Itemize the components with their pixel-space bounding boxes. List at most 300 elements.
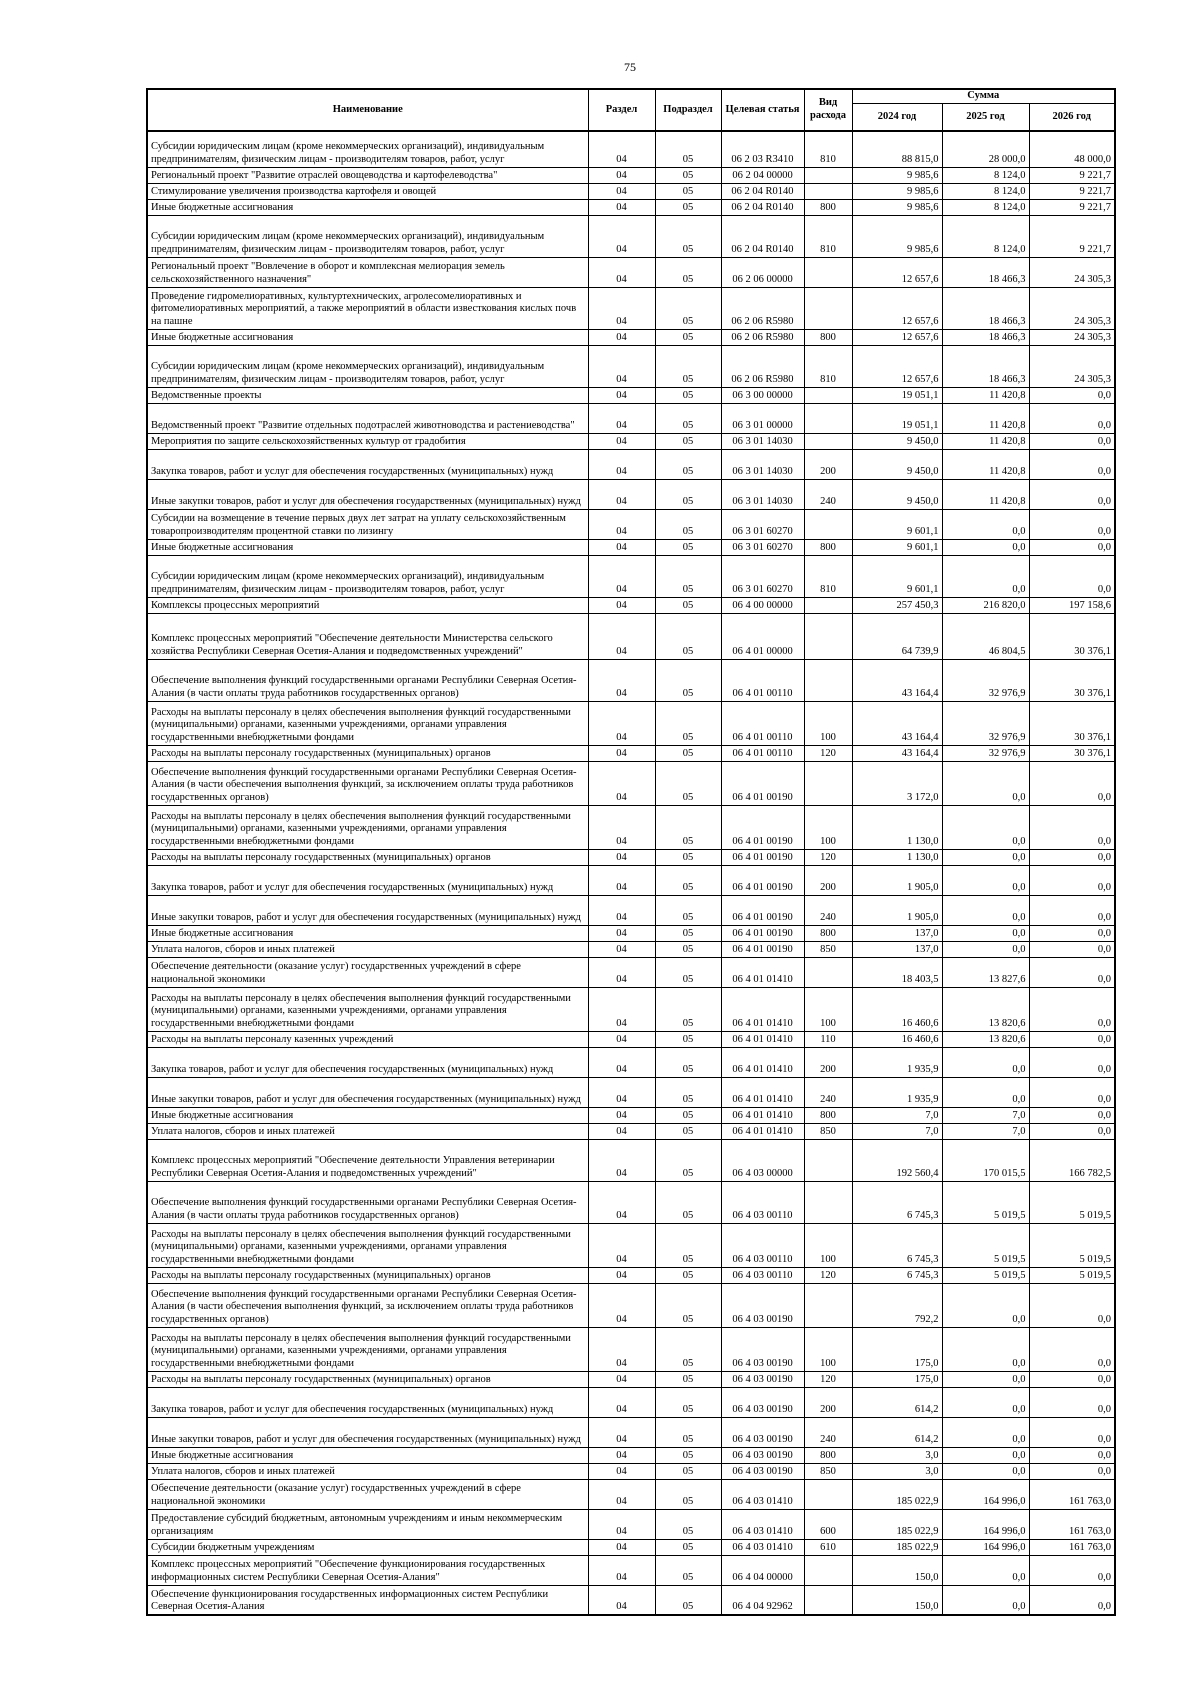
- cell-sum-2025: 32 976,9: [942, 659, 1029, 701]
- cell-sum-2026: 24 305,3: [1029, 257, 1115, 287]
- cell-sum-2025: 216 820,0: [942, 597, 1029, 613]
- cell-name: Иные бюджетные ассигнования: [147, 199, 588, 215]
- table-row: [147, 1539, 1115, 1555]
- cell-sum-2024: 9 985,6: [852, 199, 942, 215]
- cell-target-article: 06 4 01 01410: [721, 1031, 804, 1047]
- header-section: Раздел: [588, 89, 655, 131]
- cell-expense-type: 100: [804, 805, 852, 849]
- cell-subsection: 05: [655, 1539, 721, 1555]
- cell-target-article: 06 2 04 00000: [721, 167, 804, 183]
- cell-target-article: 06 4 03 00190: [721, 1327, 804, 1371]
- cell-name: Стимулирование увеличения производства картофеля и овощей: [147, 183, 588, 199]
- cell-subsection: 05: [655, 1139, 721, 1181]
- cell-expense-type: [804, 613, 852, 659]
- table-row: [147, 199, 1115, 215]
- cell-sum-2025: 0,0: [942, 865, 1029, 895]
- table-row: [147, 257, 1115, 287]
- cell-sum-2024: 43 164,4: [852, 745, 942, 761]
- cell-expense-type: 100: [804, 1223, 852, 1267]
- cell-name: Субсидии юридическим лицам (кроме некоммерческих организаций), индивидуальным предпринимателям, физическим лицам - производителям товаров, работ, услуг: [147, 215, 588, 257]
- cell-subsection: 05: [655, 329, 721, 345]
- cell-target-article: 06 4 01 01410: [721, 1107, 804, 1123]
- cell-sum-2024: 9 450,0: [852, 449, 942, 479]
- cell-sum-2026: 0,0: [1029, 1417, 1115, 1447]
- cell-sum-2024: 1 130,0: [852, 805, 942, 849]
- cell-expense-type: 240: [804, 895, 852, 925]
- cell-section: 04: [588, 865, 655, 895]
- cell-sum-2025: 11 420,8: [942, 479, 1029, 509]
- cell-target-article: 06 3 01 60270: [721, 509, 804, 539]
- cell-subsection: 05: [655, 1585, 721, 1615]
- cell-section: 04: [588, 449, 655, 479]
- cell-name: Проведение гидромелиоративных, культуртехнических, агролесомелиоративных и фитомелиоративных мероприятий, а также мероприятий в области известкования кислых почв на пашне: [147, 287, 588, 329]
- cell-expense-type: 200: [804, 449, 852, 479]
- cell-subsection: 05: [655, 1047, 721, 1077]
- cell-subsection: 05: [655, 1479, 721, 1509]
- cell-section: 04: [588, 509, 655, 539]
- cell-sum-2024: 43 164,4: [852, 659, 942, 701]
- cell-section: 04: [588, 849, 655, 865]
- cell-expense-type: 100: [804, 987, 852, 1031]
- cell-sum-2026: 0,0: [1029, 509, 1115, 539]
- cell-expense-type: 200: [804, 1047, 852, 1077]
- cell-name: Иные закупки товаров, работ и услуг для обеспечения государственных (муниципальных) нужд: [147, 895, 588, 925]
- cell-sum-2025: 8 124,0: [942, 183, 1029, 199]
- cell-sum-2026: 0,0: [1029, 805, 1115, 849]
- cell-target-article: 06 4 03 00190: [721, 1417, 804, 1447]
- cell-section: 04: [588, 539, 655, 555]
- cell-sum-2025: 28 000,0: [942, 131, 1029, 167]
- table-row: [147, 1371, 1115, 1387]
- cell-expense-type: 120: [804, 849, 852, 865]
- cell-sum-2024: 137,0: [852, 941, 942, 957]
- cell-sum-2026: 24 305,3: [1029, 287, 1115, 329]
- cell-expense-type: 200: [804, 865, 852, 895]
- cell-sum-2026: 0,0: [1029, 1107, 1115, 1123]
- cell-section: 04: [588, 199, 655, 215]
- cell-expense-type: [804, 1479, 852, 1509]
- cell-name: Закупка товаров, работ и услуг для обеспечения государственных (муниципальных) нужд: [147, 1047, 588, 1077]
- cell-sum-2026: 0,0: [1029, 479, 1115, 509]
- cell-section: 04: [588, 1417, 655, 1447]
- cell-sum-2025: 0,0: [942, 761, 1029, 805]
- cell-expense-type: 100: [804, 701, 852, 745]
- cell-name: Расходы на выплаты персоналу в целях обеспечения выполнения функций государственными (муниципальными) органами, казенными учреждениями, органами управления государственными внебюджетными фондами: [147, 701, 588, 745]
- cell-sum-2024: 3 172,0: [852, 761, 942, 805]
- cell-sum-2026: 9 221,7: [1029, 199, 1115, 215]
- cell-section: 04: [588, 479, 655, 509]
- cell-target-article: 06 4 01 01410: [721, 957, 804, 987]
- cell-subsection: 05: [655, 1417, 721, 1447]
- cell-expense-type: [804, 509, 852, 539]
- cell-target-article: 06 4 03 00190: [721, 1387, 804, 1417]
- header-year-2024: 2024 год: [852, 103, 942, 131]
- cell-subsection: 05: [655, 183, 721, 199]
- table-row: [147, 925, 1115, 941]
- cell-sum-2026: 0,0: [1029, 403, 1115, 433]
- cell-subsection: 05: [655, 1327, 721, 1371]
- cell-name: Ведомственные проекты: [147, 387, 588, 403]
- cell-target-article: 06 2 06 R5980: [721, 329, 804, 345]
- cell-section: 04: [588, 957, 655, 987]
- cell-sum-2026: 24 305,3: [1029, 329, 1115, 345]
- cell-sum-2026: 0,0: [1029, 1387, 1115, 1417]
- table-row: [147, 1223, 1115, 1267]
- cell-sum-2024: 9 601,1: [852, 539, 942, 555]
- cell-name: Комплекс процессных мероприятий "Обеспечение функционирования государственных информационных систем Республики Северная Осетия-Алания": [147, 1555, 588, 1585]
- cell-sum-2025: 0,0: [942, 1417, 1029, 1447]
- cell-sum-2026: 0,0: [1029, 761, 1115, 805]
- cell-expense-type: [804, 387, 852, 403]
- cell-subsection: 05: [655, 215, 721, 257]
- cell-target-article: 06 4 01 01410: [721, 1047, 804, 1077]
- cell-sum-2025: 170 015,5: [942, 1139, 1029, 1181]
- cell-name: Расходы на выплаты персоналу в целях обеспечения выполнения функций государственными (муниципальными) органами, казенными учреждениями, органами управления государственными внебюджетными фондами: [147, 805, 588, 849]
- cell-subsection: 05: [655, 199, 721, 215]
- cell-target-article: 06 4 01 00190: [721, 925, 804, 941]
- cell-sum-2025: 0,0: [942, 1283, 1029, 1327]
- cell-section: 04: [588, 257, 655, 287]
- cell-target-article: 06 4 03 00110: [721, 1181, 804, 1223]
- budget-table: [146, 88, 1116, 1616]
- cell-name: Ведомственный проект "Развитие отдельных подотраслей животноводства и растениеводства": [147, 403, 588, 433]
- cell-name: Иные бюджетные ассигнования: [147, 1447, 588, 1463]
- table-row: [147, 1479, 1115, 1509]
- table-row: [147, 597, 1115, 613]
- table-row: [147, 659, 1115, 701]
- cell-target-article: 06 2 04 R0140: [721, 215, 804, 257]
- cell-name: Иные закупки товаров, работ и услуг для обеспечения государственных (муниципальных) нужд: [147, 1077, 588, 1107]
- cell-section: 04: [588, 387, 655, 403]
- table-row: [147, 1267, 1115, 1283]
- cell-sum-2025: 0,0: [942, 1387, 1029, 1417]
- table-row: [147, 941, 1115, 957]
- cell-section: 04: [588, 1539, 655, 1555]
- table-row: [147, 895, 1115, 925]
- cell-expense-type: 810: [804, 345, 852, 387]
- cell-name: Расходы на выплаты персоналу в целях обеспечения выполнения функций государственными (муниципальными) органами, казенными учреждениями, органами управления государственными внебюджетными фондами: [147, 1223, 588, 1267]
- cell-target-article: 06 4 03 00190: [721, 1447, 804, 1463]
- cell-section: 04: [588, 1555, 655, 1585]
- cell-sum-2025: 11 420,8: [942, 449, 1029, 479]
- cell-expense-type: [804, 403, 852, 433]
- cell-sum-2024: 6 745,3: [852, 1223, 942, 1267]
- cell-section: 04: [588, 345, 655, 387]
- cell-sum-2024: 150,0: [852, 1555, 942, 1585]
- cell-expense-type: [804, 167, 852, 183]
- table-row: [147, 167, 1115, 183]
- cell-sum-2026: 0,0: [1029, 1283, 1115, 1327]
- cell-sum-2025: 8 124,0: [942, 199, 1029, 215]
- table-row: [147, 449, 1115, 479]
- cell-expense-type: [804, 597, 852, 613]
- cell-target-article: 06 2 06 00000: [721, 257, 804, 287]
- cell-subsection: 05: [655, 941, 721, 957]
- cell-expense-type: 240: [804, 1077, 852, 1107]
- cell-target-article: 06 2 03 R3410: [721, 131, 804, 167]
- cell-target-article: 06 3 01 60270: [721, 555, 804, 597]
- cell-sum-2026: 0,0: [1029, 449, 1115, 479]
- cell-sum-2026: 0,0: [1029, 987, 1115, 1031]
- cell-sum-2025: 0,0: [942, 1555, 1029, 1585]
- table-row: [147, 761, 1115, 805]
- cell-section: 04: [588, 287, 655, 329]
- cell-sum-2026: 0,0: [1029, 941, 1115, 957]
- cell-expense-type: [804, 1585, 852, 1615]
- cell-name: Иные закупки товаров, работ и услуг для обеспечения государственных (муниципальных) нужд: [147, 479, 588, 509]
- header-year-2026: 2026 год: [1029, 103, 1115, 131]
- cell-sum-2026: 48 000,0: [1029, 131, 1115, 167]
- cell-sum-2026: 5 019,5: [1029, 1181, 1115, 1223]
- table-row: [147, 433, 1115, 449]
- cell-name: Субсидии на возмещение в течение первых двух лет затрат на уплату сельскохозяйственным товаропроизводителям процентной ставки по лизингу: [147, 509, 588, 539]
- cell-sum-2025: 0,0: [942, 1447, 1029, 1463]
- cell-sum-2024: 9 601,1: [852, 509, 942, 539]
- cell-target-article: 06 4 00 00000: [721, 597, 804, 613]
- page-number: 75: [624, 60, 636, 74]
- cell-sum-2025: 0,0: [942, 925, 1029, 941]
- cell-target-article: 06 3 01 00000: [721, 403, 804, 433]
- cell-sum-2026: 0,0: [1029, 387, 1115, 403]
- cell-sum-2025: 11 420,8: [942, 403, 1029, 433]
- cell-subsection: 05: [655, 659, 721, 701]
- cell-section: 04: [588, 433, 655, 449]
- cell-sum-2026: 161 763,0: [1029, 1479, 1115, 1509]
- table-row: [147, 287, 1115, 329]
- cell-expense-type: 810: [804, 215, 852, 257]
- cell-sum-2025: 11 420,8: [942, 387, 1029, 403]
- cell-subsection: 05: [655, 1107, 721, 1123]
- cell-subsection: 05: [655, 449, 721, 479]
- cell-sum-2026: 9 221,7: [1029, 183, 1115, 199]
- cell-name: Уплата налогов, сборов и иных платежей: [147, 1463, 588, 1479]
- cell-sum-2025: 0,0: [942, 1047, 1029, 1077]
- cell-sum-2024: 9 985,6: [852, 183, 942, 199]
- cell-target-article: 06 4 01 00190: [721, 865, 804, 895]
- cell-section: 04: [588, 167, 655, 183]
- table-row: [147, 957, 1115, 987]
- table-row: [147, 131, 1115, 167]
- table-row: [147, 1417, 1115, 1447]
- cell-subsection: 05: [655, 433, 721, 449]
- cell-section: 04: [588, 215, 655, 257]
- cell-subsection: 05: [655, 1387, 721, 1417]
- cell-section: 04: [588, 761, 655, 805]
- cell-sum-2026: 166 782,5: [1029, 1139, 1115, 1181]
- cell-sum-2024: 192 560,4: [852, 1139, 942, 1181]
- table-row: [147, 403, 1115, 433]
- cell-section: 04: [588, 1585, 655, 1615]
- cell-sum-2025: 5 019,5: [942, 1223, 1029, 1267]
- cell-expense-type: 120: [804, 1267, 852, 1283]
- cell-target-article: 06 2 06 R5980: [721, 345, 804, 387]
- cell-target-article: 06 3 00 00000: [721, 387, 804, 403]
- cell-name: Иные бюджетные ассигнования: [147, 925, 588, 941]
- cell-section: 04: [588, 941, 655, 957]
- cell-target-article: 06 2 06 R5980: [721, 287, 804, 329]
- cell-expense-type: 200: [804, 1387, 852, 1417]
- cell-target-article: 06 4 01 00190: [721, 761, 804, 805]
- table-row: [147, 183, 1115, 199]
- cell-name: Обеспечение выполнения функций государственными органами Республики Северная Осетия-Алания (в части оплаты труда работников государственных органов): [147, 659, 588, 701]
- table-row: [147, 701, 1115, 745]
- cell-sum-2024: 9 985,6: [852, 167, 942, 183]
- cell-target-article: 06 4 03 00190: [721, 1283, 804, 1327]
- cell-sum-2024: 614,2: [852, 1387, 942, 1417]
- cell-section: 04: [588, 1139, 655, 1181]
- cell-target-article: 06 2 04 R0140: [721, 183, 804, 199]
- cell-expense-type: [804, 761, 852, 805]
- cell-sum-2025: 18 466,3: [942, 345, 1029, 387]
- cell-section: 04: [588, 329, 655, 345]
- cell-sum-2025: 46 804,5: [942, 613, 1029, 659]
- cell-target-article: 06 4 01 01410: [721, 1123, 804, 1139]
- cell-sum-2026: 0,0: [1029, 1447, 1115, 1463]
- cell-subsection: 05: [655, 745, 721, 761]
- cell-section: 04: [588, 1223, 655, 1267]
- cell-name: Комплекс процессных мероприятий "Обеспечение деятельности Управления ветеринарии Республики Северная Осетия-Алания и подведомственных учреждений": [147, 1139, 588, 1181]
- cell-subsection: 05: [655, 761, 721, 805]
- cell-sum-2024: 9 985,6: [852, 215, 942, 257]
- cell-target-article: 06 4 01 00190: [721, 805, 804, 849]
- cell-expense-type: 240: [804, 1417, 852, 1447]
- cell-name: Расходы на выплаты персоналу в целях обеспечения выполнения функций государственными (муниципальными) органами, казенными учреждениями, органами управления государственными внебюджетными фондами: [147, 987, 588, 1031]
- cell-section: 04: [588, 745, 655, 761]
- cell-expense-type: 810: [804, 131, 852, 167]
- cell-name: Расходы на выплаты персоналу государственных (муниципальных) органов: [147, 745, 588, 761]
- table-row: [147, 1031, 1115, 1047]
- cell-sum-2025: 164 996,0: [942, 1509, 1029, 1539]
- cell-sum-2026: 0,0: [1029, 925, 1115, 941]
- cell-sum-2026: 9 221,7: [1029, 167, 1115, 183]
- cell-target-article: 06 4 01 00190: [721, 849, 804, 865]
- table-row: [147, 1447, 1115, 1463]
- cell-sum-2024: 18 403,5: [852, 957, 942, 987]
- cell-subsection: 05: [655, 1555, 721, 1585]
- table-row: [147, 1555, 1115, 1585]
- cell-sum-2024: 9 601,1: [852, 555, 942, 597]
- cell-target-article: 06 4 03 00190: [721, 1371, 804, 1387]
- cell-subsection: 05: [655, 387, 721, 403]
- cell-section: 04: [588, 1387, 655, 1417]
- cell-target-article: 06 4 01 00110: [721, 659, 804, 701]
- cell-sum-2024: 137,0: [852, 925, 942, 941]
- cell-name: Региональный проект "Развитие отраслей овощеводства и картофелеводства": [147, 167, 588, 183]
- cell-section: 04: [588, 1107, 655, 1123]
- cell-name: Закупка товаров, работ и услуг для обеспечения государственных (муниципальных) нужд: [147, 865, 588, 895]
- table-header: [147, 89, 1115, 131]
- cell-sum-2026: 0,0: [1029, 1047, 1115, 1077]
- cell-section: 04: [588, 1463, 655, 1479]
- cell-sum-2024: 16 460,6: [852, 987, 942, 1031]
- table-row: [147, 329, 1115, 345]
- cell-subsection: 05: [655, 479, 721, 509]
- cell-expense-type: 240: [804, 479, 852, 509]
- cell-subsection: 05: [655, 1223, 721, 1267]
- cell-sum-2024: 12 657,6: [852, 345, 942, 387]
- table-row: [147, 1047, 1115, 1077]
- cell-section: 04: [588, 1371, 655, 1387]
- cell-name: Субсидии юридическим лицам (кроме некоммерческих организаций), индивидуальным предпринимателям, физическим лицам - производителям товаров, работ, услуг: [147, 345, 588, 387]
- cell-section: 04: [588, 597, 655, 613]
- cell-expense-type: 800: [804, 199, 852, 215]
- cell-sum-2024: 43 164,4: [852, 701, 942, 745]
- cell-section: 04: [588, 1447, 655, 1463]
- cell-sum-2026: 0,0: [1029, 849, 1115, 865]
- cell-section: 04: [588, 805, 655, 849]
- cell-sum-2025: 0,0: [942, 555, 1029, 597]
- cell-subsection: 05: [655, 287, 721, 329]
- cell-sum-2026: 0,0: [1029, 539, 1115, 555]
- cell-section: 04: [588, 403, 655, 433]
- cell-expense-type: 800: [804, 329, 852, 345]
- cell-sum-2026: 0,0: [1029, 433, 1115, 449]
- cell-sum-2024: 12 657,6: [852, 329, 942, 345]
- cell-section: 04: [588, 895, 655, 925]
- cell-sum-2025: 18 466,3: [942, 287, 1029, 329]
- cell-sum-2024: 12 657,6: [852, 257, 942, 287]
- cell-sum-2026: 0,0: [1029, 1463, 1115, 1479]
- cell-section: 04: [588, 701, 655, 745]
- cell-name: Субсидии юридическим лицам (кроме некоммерческих организаций), индивидуальным предпринимателям, физическим лицам - производителям товаров, работ, услуг: [147, 555, 588, 597]
- cell-target-article: 06 4 03 00110: [721, 1267, 804, 1283]
- cell-sum-2024: 7,0: [852, 1107, 942, 1123]
- cell-expense-type: [804, 1139, 852, 1181]
- cell-subsection: 05: [655, 1371, 721, 1387]
- cell-name: Обеспечение деятельности (оказание услуг) государственных учреждений в сфере национальной экономики: [147, 1479, 588, 1509]
- header-target-article: Целевая статья: [721, 89, 804, 131]
- cell-sum-2026: 30 376,1: [1029, 745, 1115, 761]
- cell-name: Уплата налогов, сборов и иных платежей: [147, 1123, 588, 1139]
- cell-subsection: 05: [655, 1509, 721, 1539]
- cell-sum-2024: 614,2: [852, 1417, 942, 1447]
- cell-section: 04: [588, 131, 655, 167]
- table-row: [147, 613, 1115, 659]
- cell-section: 04: [588, 1123, 655, 1139]
- cell-sum-2024: 1 935,9: [852, 1077, 942, 1107]
- cell-name: Субсидии юридическим лицам (кроме некоммерческих организаций), индивидуальным предпринимателям, физическим лицам - производителям товаров, работ, услуг: [147, 131, 588, 167]
- cell-sum-2024: 9 450,0: [852, 433, 942, 449]
- cell-expense-type: 100: [804, 1327, 852, 1371]
- cell-expense-type: [804, 957, 852, 987]
- cell-subsection: 05: [655, 1283, 721, 1327]
- cell-sum-2024: 150,0: [852, 1585, 942, 1615]
- cell-subsection: 05: [655, 1463, 721, 1479]
- cell-sum-2024: 88 815,0: [852, 131, 942, 167]
- cell-sum-2025: 11 420,8: [942, 433, 1029, 449]
- cell-subsection: 05: [655, 257, 721, 287]
- cell-name: Закупка товаров, работ и услуг для обеспечения государственных (муниципальных) нужд: [147, 1387, 588, 1417]
- cell-section: 04: [588, 1479, 655, 1509]
- cell-target-article: 06 4 01 00110: [721, 745, 804, 761]
- cell-name: Субсидии бюджетным учреждениям: [147, 1539, 588, 1555]
- header-expense-type: Вид расхода: [804, 89, 852, 131]
- cell-target-article: 06 3 01 14030: [721, 449, 804, 479]
- cell-section: 04: [588, 1283, 655, 1327]
- cell-name: Обеспечение выполнения функций государственными органами Республики Северная Осетия-Алания (в части обеспечения выполнения функций, за исключением оплаты труда работников государственных органов): [147, 761, 588, 805]
- cell-subsection: 05: [655, 509, 721, 539]
- cell-name: Расходы на выплаты персоналу государственных (муниципальных) органов: [147, 1267, 588, 1283]
- cell-sum-2026: 197 158,6: [1029, 597, 1115, 613]
- cell-expense-type: 120: [804, 745, 852, 761]
- cell-expense-type: 120: [804, 1371, 852, 1387]
- table-row: [147, 805, 1115, 849]
- cell-subsection: 05: [655, 403, 721, 433]
- cell-sum-2025: 0,0: [942, 509, 1029, 539]
- table-row: [147, 479, 1115, 509]
- cell-sum-2024: 175,0: [852, 1371, 942, 1387]
- cell-expense-type: 800: [804, 539, 852, 555]
